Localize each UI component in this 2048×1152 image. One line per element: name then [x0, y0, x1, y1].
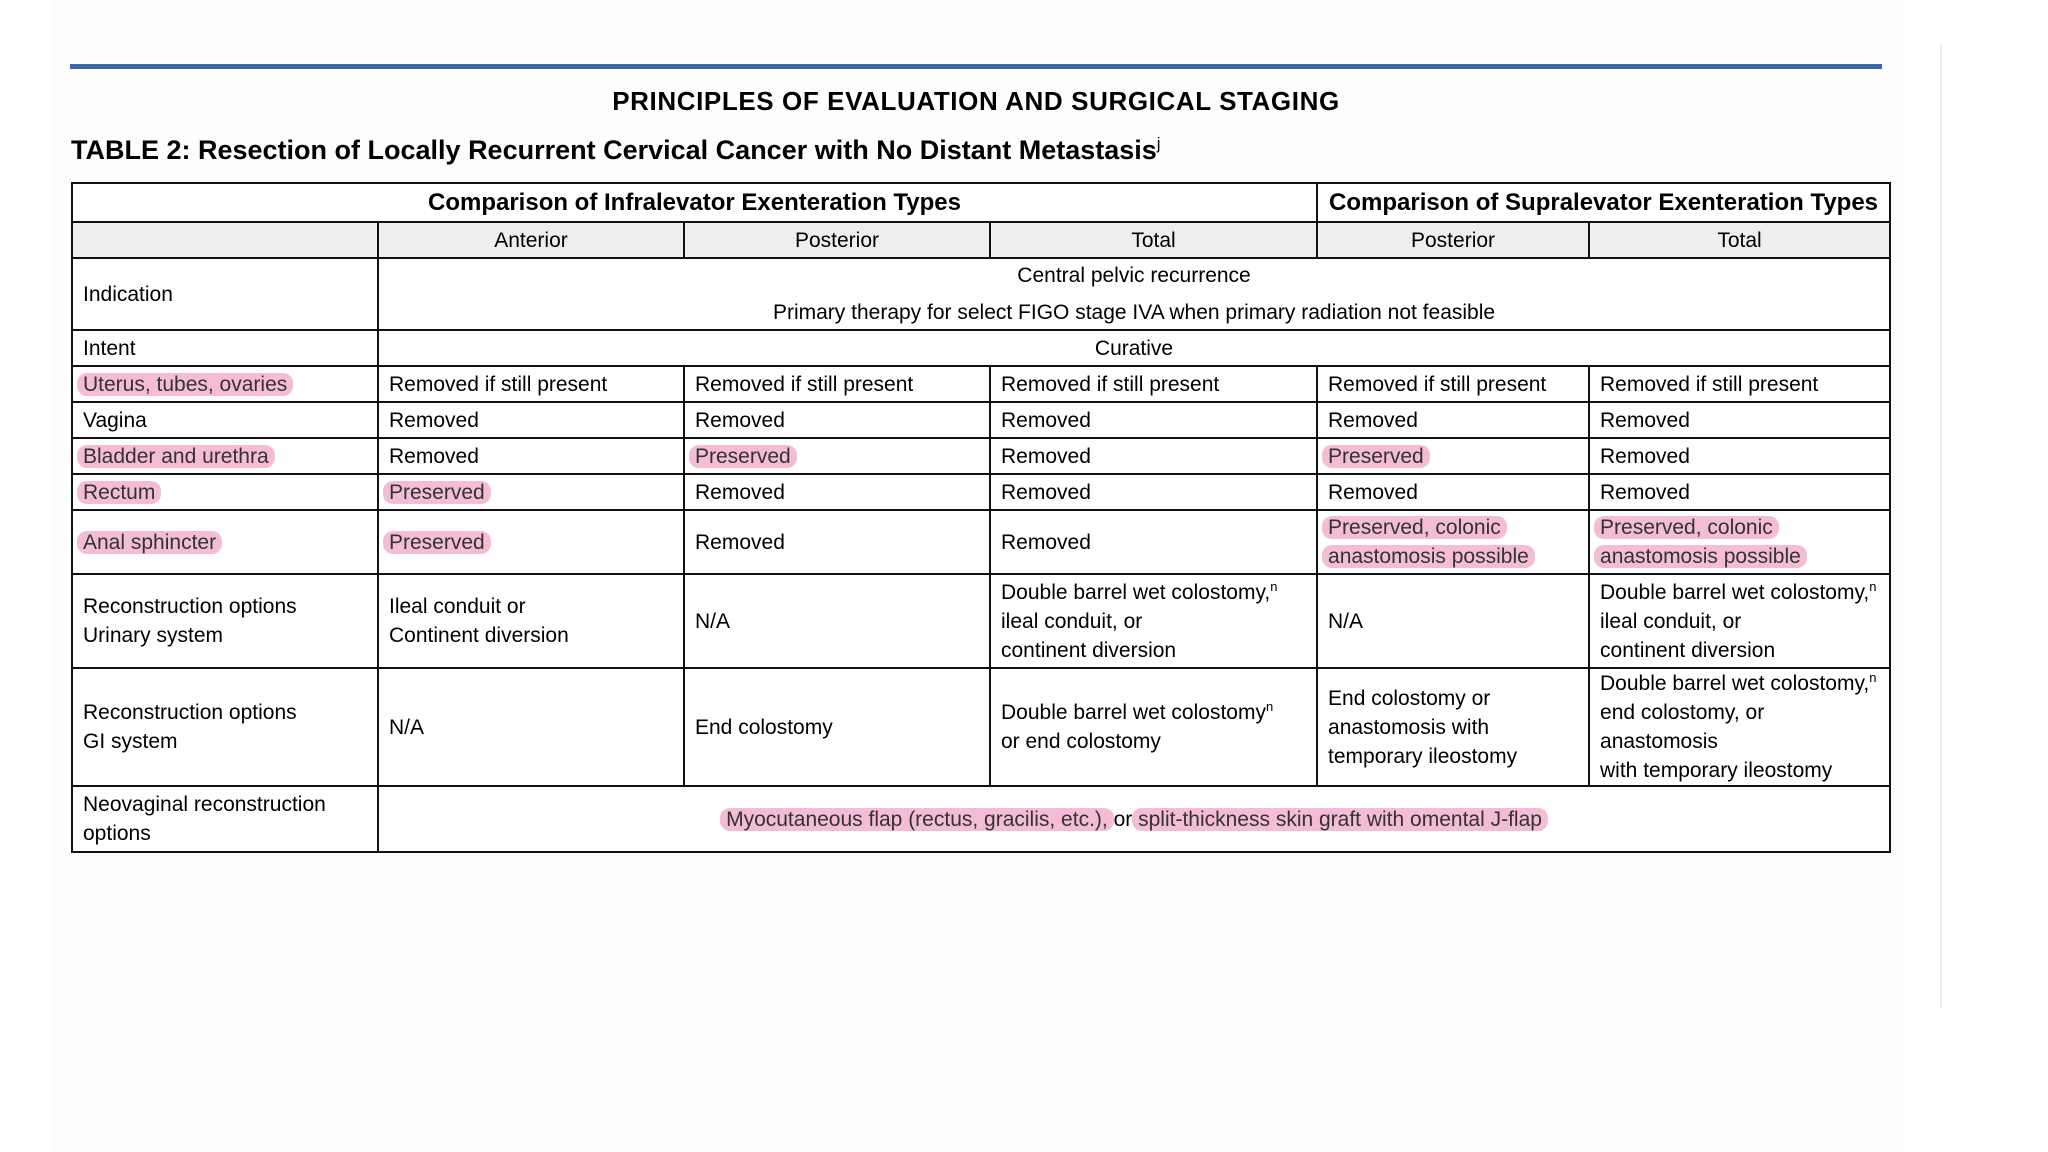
table-title: [71, 134, 1161, 166]
cell-line: or end colostomy: [1001, 730, 1161, 753]
table-cell: [1589, 668, 1890, 786]
table-cell: [378, 474, 684, 510]
cell-line: temporary ileostomy: [1328, 744, 1518, 768]
table-cell: Removed if still present: [1317, 366, 1589, 402]
highlighted-cell-text: Preserved: [383, 481, 491, 504]
infralevator-group-header: Comparison of Infralevator Exenteration Types: [72, 183, 1317, 222]
row-bladder: [72, 438, 1890, 474]
table-cell: [1317, 668, 1589, 786]
table-cell: Removed: [990, 402, 1317, 438]
row-label-uterus-text: Uterus, tubes, ovaries: [77, 373, 293, 396]
cell-line: Reconstruction options: [83, 701, 297, 724]
cell-line: anastomosis possible: [1328, 545, 1529, 568]
table-cell: [1589, 574, 1890, 668]
cell-line: anastomosis with: [1328, 715, 1490, 739]
row-label-bladder: [72, 438, 378, 474]
row-label-rectum-text: Rectum: [77, 481, 161, 504]
row-label-intent: Intent: [72, 330, 378, 366]
cell-line: end colostomy, or anastomosis: [1600, 701, 1765, 753]
cell-line: [1600, 578, 1879, 607]
footnote-marker: n: [1265, 699, 1274, 714]
cell-line: with temporary ileostomy: [1600, 759, 1833, 782]
row-indication: [72, 258, 1890, 330]
table-cell: Removed: [1589, 402, 1890, 438]
neovaginal-value: [378, 786, 1890, 852]
table-cell: Removed: [1589, 438, 1890, 474]
table-cell: End colostomy: [684, 668, 990, 786]
row-gi-reconstruction: [72, 668, 1890, 786]
table-cell: N/A: [1317, 574, 1589, 668]
row-vagina: [72, 402, 1890, 438]
row-neovaginal: [72, 786, 1890, 852]
col-header-total: Total: [990, 222, 1317, 258]
blank-header-cell: [72, 222, 378, 258]
cell-line: [1600, 669, 1879, 698]
cell-text: Double barrel wet colostomy,: [1600, 580, 1870, 604]
page-divider: [1940, 44, 1942, 1008]
cell-line: Ileal conduit or: [389, 595, 526, 618]
table-cell: Removed: [1317, 474, 1589, 510]
col-header-supra-posterior: Posterior: [1317, 222, 1589, 258]
row-label-anal-text: Anal sphincter: [77, 531, 222, 554]
row-uterus: [72, 366, 1890, 402]
cell-line: Preserved, colonic: [1600, 516, 1773, 539]
cell-line: options: [83, 822, 151, 845]
cell-line: continent diversion: [1600, 638, 1776, 662]
table-cell: N/A: [378, 668, 684, 786]
header-rule: [70, 64, 1882, 69]
table-cell: Removed: [684, 474, 990, 510]
cell-text: Double barrel wet colostomy,: [1001, 580, 1271, 604]
row-label-rectum: [72, 474, 378, 510]
row-rectum: [72, 474, 1890, 510]
row-label-anal: [72, 510, 378, 574]
highlighted-cell-text: [1322, 516, 1535, 568]
footnote-marker: n: [1869, 578, 1877, 594]
col-header-anterior: Anterior: [378, 222, 684, 258]
table-cell: [1589, 510, 1890, 574]
intent-value: Curative: [378, 330, 1890, 366]
highlighted-cell-text: split-thickness skin graft with omental J-flap: [1132, 808, 1548, 831]
cell-line: continent diversion: [1001, 638, 1177, 662]
table-cell: Removed: [1589, 474, 1890, 510]
table-title-text: TABLE 2: Resection of Locally Recurrent Cervical Cancer with No Distant Metastasis: [71, 135, 1157, 165]
table-cell: Removed if still present: [378, 366, 684, 402]
table-cell: Removed: [1317, 402, 1589, 438]
cell-line: ileal conduit, or: [1001, 609, 1143, 633]
indication-line-2: Primary therapy for select FIGO stage IVA when primary radiation not feasible: [772, 301, 1496, 324]
row-label-indication: Indication: [72, 258, 378, 330]
row-label-vagina: Vagina: [72, 402, 378, 438]
row-label-uterus: [72, 366, 378, 402]
row-label-neovaginal: [72, 786, 378, 852]
col-header-posterior: Posterior: [684, 222, 990, 258]
highlighted-cell-text: [1594, 516, 1807, 568]
cell-line: Neovaginal reconstruction: [83, 793, 326, 816]
cell-line: [1001, 698, 1306, 727]
supralevator-group-header: Comparison of Supralevator Exenteration Types: [1317, 183, 1890, 222]
table-cell: [684, 438, 990, 474]
indication-line-1: Central pelvic recurrence: [1017, 264, 1251, 287]
cell-line: Continent diversion: [389, 624, 569, 647]
cell-text: Double barrel wet colostomy: [1001, 701, 1266, 724]
table-cell: Removed: [990, 510, 1317, 574]
col-header-supra-total: Total: [1589, 222, 1890, 258]
cell-line: anastomosis possible: [1600, 545, 1801, 568]
row-label-urinary: [72, 574, 378, 668]
highlighted-cell-text: Preserved: [689, 445, 797, 468]
table-cell: Removed if still present: [684, 366, 990, 402]
table-cell: [378, 574, 684, 668]
table-cell: Removed: [684, 510, 990, 574]
row-urinary-reconstruction: [72, 574, 1890, 668]
table-cell: [378, 510, 684, 574]
cell-line: GI system: [83, 730, 178, 753]
row-label-bladder-text: Bladder and urethra: [77, 445, 275, 468]
table-cell: [1317, 438, 1589, 474]
section-title: PRINCIPLES OF EVALUATION AND SURGICAL STAGING: [612, 86, 1340, 116]
table-cell: Removed: [378, 438, 684, 474]
cell-line: [1001, 578, 1306, 607]
table-cell: Removed: [990, 474, 1317, 510]
cell-line: Preserved, colonic: [1328, 516, 1501, 539]
cell-line: End colostomy or: [1328, 686, 1491, 710]
footnote-marker: n: [1270, 578, 1278, 594]
table-cell: Removed: [378, 402, 684, 438]
cell-line: Reconstruction options: [83, 595, 297, 618]
row-label-gi: [72, 668, 378, 786]
table-cell: [990, 668, 1317, 786]
table-cell: Removed: [684, 402, 990, 438]
table-cell: [990, 574, 1317, 668]
row-anal-sphincter: [72, 510, 1890, 574]
table-title-footnote: j: [1156, 134, 1161, 153]
exenteration-table: [71, 182, 1891, 853]
cell-line: Urinary system: [83, 624, 224, 647]
row-intent: [72, 330, 1890, 366]
table-cell: Removed if still present: [1589, 366, 1890, 402]
table-cell: Removed if still present: [990, 366, 1317, 402]
highlighted-cell-text: Preserved: [383, 531, 491, 554]
highlighted-cell-text: Preserved: [1322, 445, 1430, 468]
table-cell: N/A: [684, 574, 990, 668]
cell-text: Double barrel wet colostomy,: [1600, 672, 1870, 695]
cell-text: or: [1113, 807, 1133, 831]
indication-value: [378, 258, 1890, 330]
table-group-header-row: [72, 183, 1890, 222]
highlighted-cell-text: Myocutaneous flap (rectus, gracilis, etc.),: [720, 808, 1114, 831]
footnote-marker: n: [1869, 670, 1877, 685]
table-column-header-row: [72, 222, 1890, 258]
table-cell: Removed: [990, 438, 1317, 474]
table-cell: [1317, 510, 1589, 574]
cell-line: ileal conduit, or: [1600, 609, 1742, 633]
